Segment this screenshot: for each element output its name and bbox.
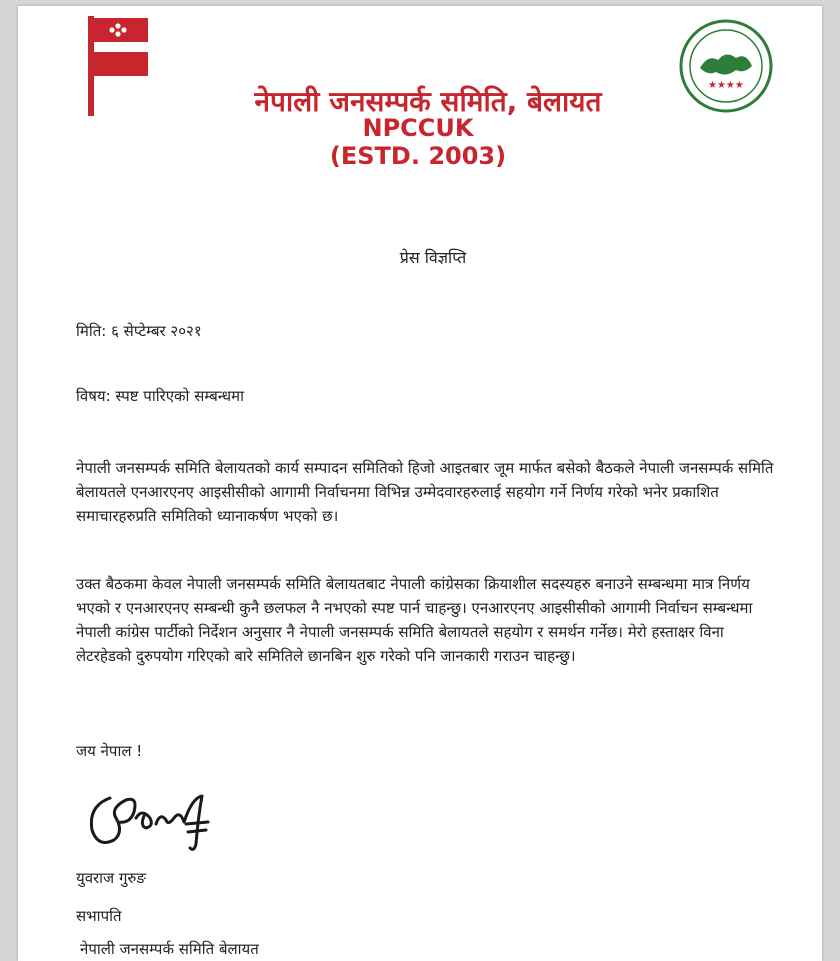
org-abbreviation: NPCCUK [362, 114, 474, 142]
handwritten-signature [80, 778, 230, 856]
party-flag-icon [88, 16, 148, 116]
org-title: नेपाली जनसम्पर्क समिति, बेलायत [254, 85, 602, 118]
body-paragraph: नेपाली जनसम्पर्क समिति बेलायतको कार्य सम्पादन समितिको हिजो आइतबार जूम मार्फत बसेको बैठकले नेपाली जनसम्पर्क समिति बेलायतले एनआरएनए आइसीसीको आगामी निर्वाचनमा विभिन्न उम्मेदवारहरुलाई सहयोग गर्ने निर्णय गरेको भनेर प्रकाशित समाचारहरुप्रति समितिको ध्यानाकर्षण भएको छ। [76, 459, 774, 525]
signer-title: सभापति [76, 907, 122, 925]
npcc-seal-icon [678, 18, 774, 114]
signer-name: युवराज गुरुङ [76, 869, 146, 887]
letter-sheet [18, 6, 822, 961]
document-date: मिति: ६ सेप्टेम्बर २०२१ [76, 322, 202, 340]
svg-text:★★★★: ★★★★ [708, 80, 744, 91]
document-subject: विषय: स्पष्ट पारिएको सम्बन्धमा [76, 387, 245, 405]
signer-organization: नेपाली जनसम्पर्क समिति बेलायत [80, 940, 259, 958]
closing-line: जय नेपाल ! [76, 742, 143, 760]
document-title: प्रेस विज्ञप्ति [399, 248, 467, 267]
body-paragraph: उक्त बैठकमा केवल नेपाली जनसम्पर्क समिति बेलायतबाट नेपाली कांग्रेसका क्रियाशील सदस्यहरु बनाउने सम्बन्धमा मात्र निर्णय भएको र एनआरएनए सम्बन्धी कुनै छलफल नै नभएको स्पष्ट पार्न चाहन्छु। एनआरएनए आइसीसीको आगामी निर्वाचन सम्बन्धमा नेपाली कांग्रेस पार्टीको निर्देशन अनुसार नै नेपाली जनसम्पर्क समिति बेलायतले सहयोग र समर्थन गर्नेछ। मेरो हस्ताक्षर विना लेटरहेडको दुरुपयोग गरिएको बारे समितिले छानबिन शुरु गरेको पनि जानकारी गराउन चाहन्छु। [76, 575, 753, 665]
org-established: (ESTD. 2003) [329, 142, 507, 170]
